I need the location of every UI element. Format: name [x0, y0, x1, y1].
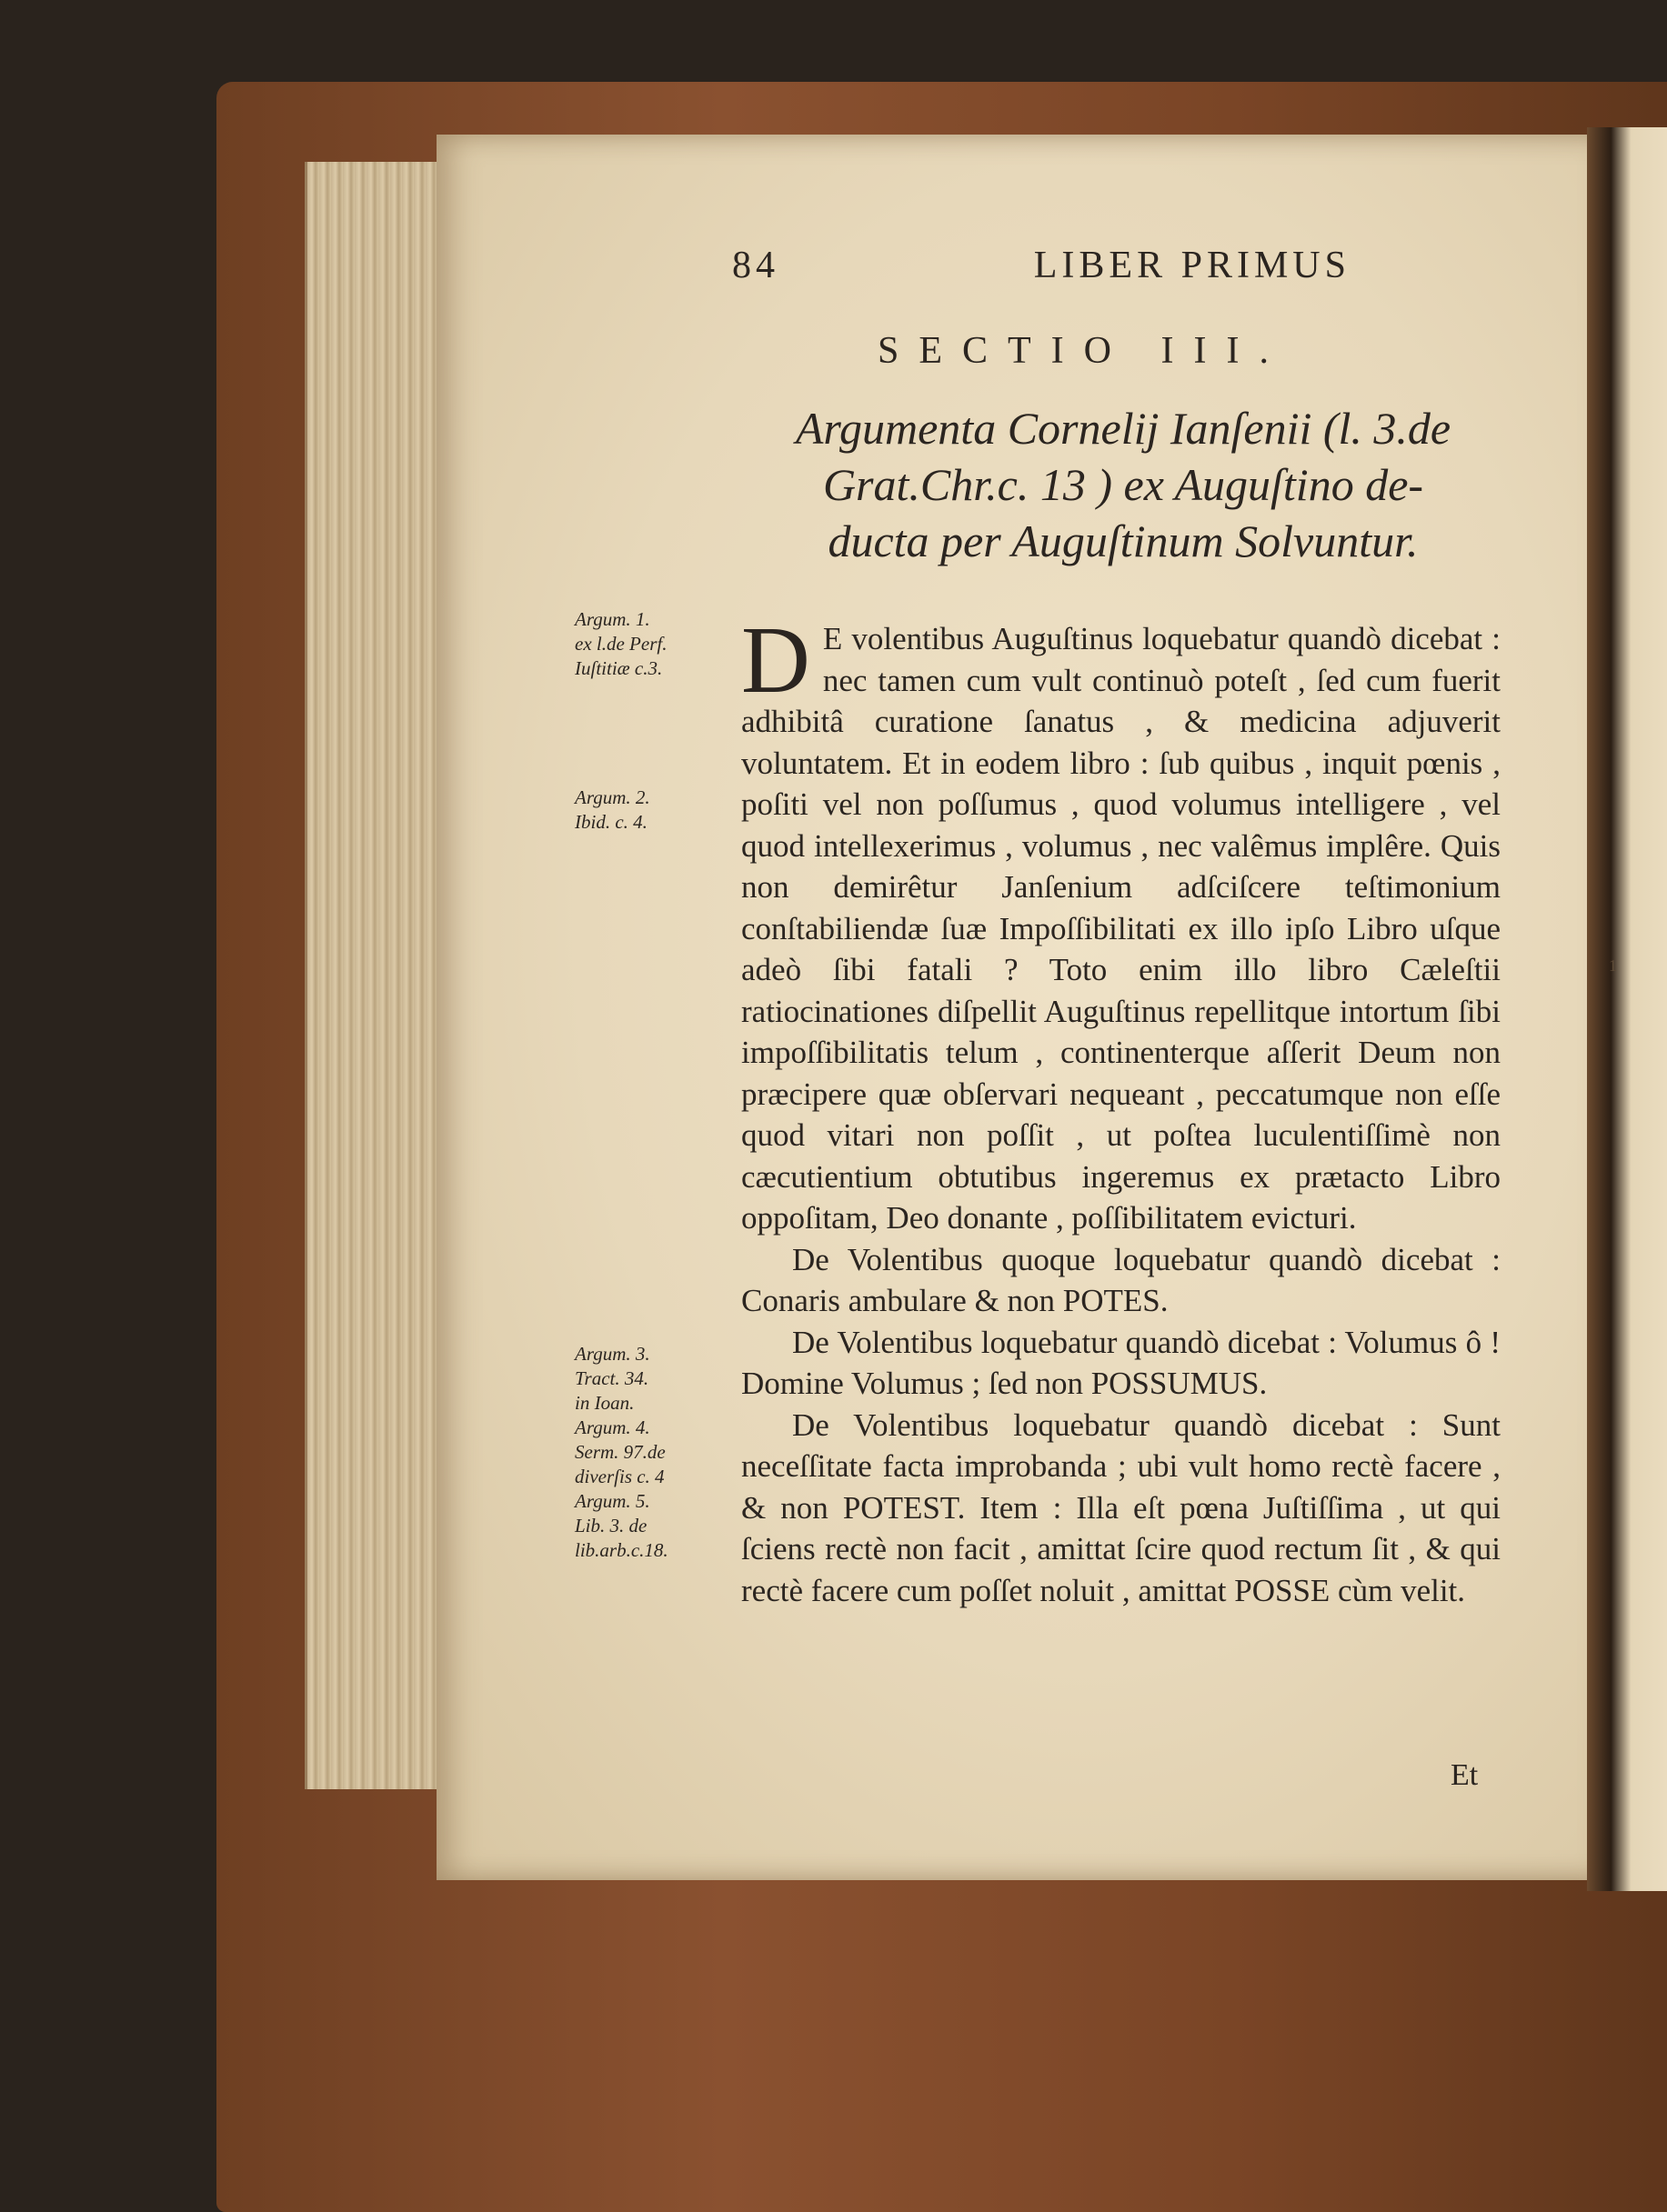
section-title: SECTIO III. [878, 330, 1289, 372]
facing-page-mark: 1 [1609, 956, 1617, 975]
sidenote-line: lib.arb.c.18. [575, 1539, 668, 1561]
sidenote-line: Argum. 2. [575, 786, 650, 808]
sidenote-line: Lib. 3. de [575, 1515, 648, 1536]
sidenote-line: Argum. 5. [575, 1490, 650, 1512]
sidenote-line: Iuſtitiæ c.3. [575, 657, 663, 679]
paragraph: De Volentibus loquebatur quandò dicebat : Volumus ô ! Domine Volumus ; ſed non POSSUMUS. [741, 1324, 1501, 1401]
sidenote-line: in Ioan. [575, 1392, 635, 1414]
sidenote-argum-1 [575, 607, 738, 681]
sidenote-argum-3-5 [575, 1342, 738, 1563]
sidenote-line: diverſis c. 4 [575, 1466, 665, 1487]
sidenote-line: Ibid. c. 4. [575, 811, 648, 833]
sidenote-line: Argum. 1. [575, 608, 650, 630]
heading-line: ducta per Auguſtinum Solvuntur. [828, 515, 1419, 566]
sidenote-line: Argum. 4. [575, 1416, 650, 1438]
paragraph: De Volentibus quoque loquebatur quandò dicebat : Conaris ambulare & non POTES. [741, 1241, 1501, 1318]
body-text [741, 606, 1501, 1611]
sidenote-line: Serm. 97.de [575, 1441, 666, 1463]
sidenote-argum-2 [575, 786, 738, 835]
drop-cap: D [741, 606, 810, 713]
chapter-heading [746, 400, 1501, 569]
paragraph-text: E volentibus Auguſtinus loquebatur quandò dicebat : nec tamen cum vult continuò poteſt , ſed cum fuerit adhibitâ curatione ſanatus , & medicina adjuverit voluntatem. Et in eodem libro : ſub quibus , inquit pœnis , poſiti vel non poſſumus , quod volumus intelligere , vel quod intellexerimus , volumus , nec valêmus implêre. Quis non demirêtur Janſenium adſciſcere teſtimonium conſtabiliendæ ſuæ Impoſſibilitati ex illo ipſo Libro uſque adeò ſibi fatali ? Toto enim illo libro Cæleſtii ratiocinationes diſpellit Auguſtinus repellitque intortum ſibi impoſſibilitatis telum , continenterque aſſerit Deum non præcipere quæ obſervari nequeant , peccatumque non eſſe quod vitari non poſſit , ut poſtea luculentiſſimè non cæcutientium obtutibus ingeremus ex prætacto Libro oppoſitam, Deo donante , poſſibilitatem evicturi. [741, 621, 1501, 1236]
running-title: LIBER PRIMUS [1033, 245, 1351, 286]
heading-line: Argumenta Cornelij Ianſenii (l. 3.de [795, 403, 1451, 454]
catchword: Et [1451, 1758, 1479, 1792]
book-gutter [1587, 127, 1667, 1891]
page-number: 84 [732, 245, 779, 286]
heading-line: Grat.Chr.c. 13 ) ex Auguſtino de- [822, 459, 1424, 510]
sidenote-line: Tract. 34. [575, 1367, 649, 1389]
sidenote-line: ex l.de Perf. [575, 633, 668, 655]
running-head [732, 244, 1351, 287]
sidenote-line: Argum. 3. [575, 1343, 650, 1365]
paragraph: De Volentibus loquebatur quandò dicebat : Sunt neceſſitate facta improbanda ; ubi vult homo rectè facere , & non POTEST. Item : Illa eſt pœna Juſtiſſima , ut qui ſciens rectè non facit , amittat ſcire quod rectum ſit , & qui rectè facere cum poſſet noluit , amittat POSSE cùm velit. [741, 1406, 1501, 1608]
paragraph [741, 606, 1501, 1239]
